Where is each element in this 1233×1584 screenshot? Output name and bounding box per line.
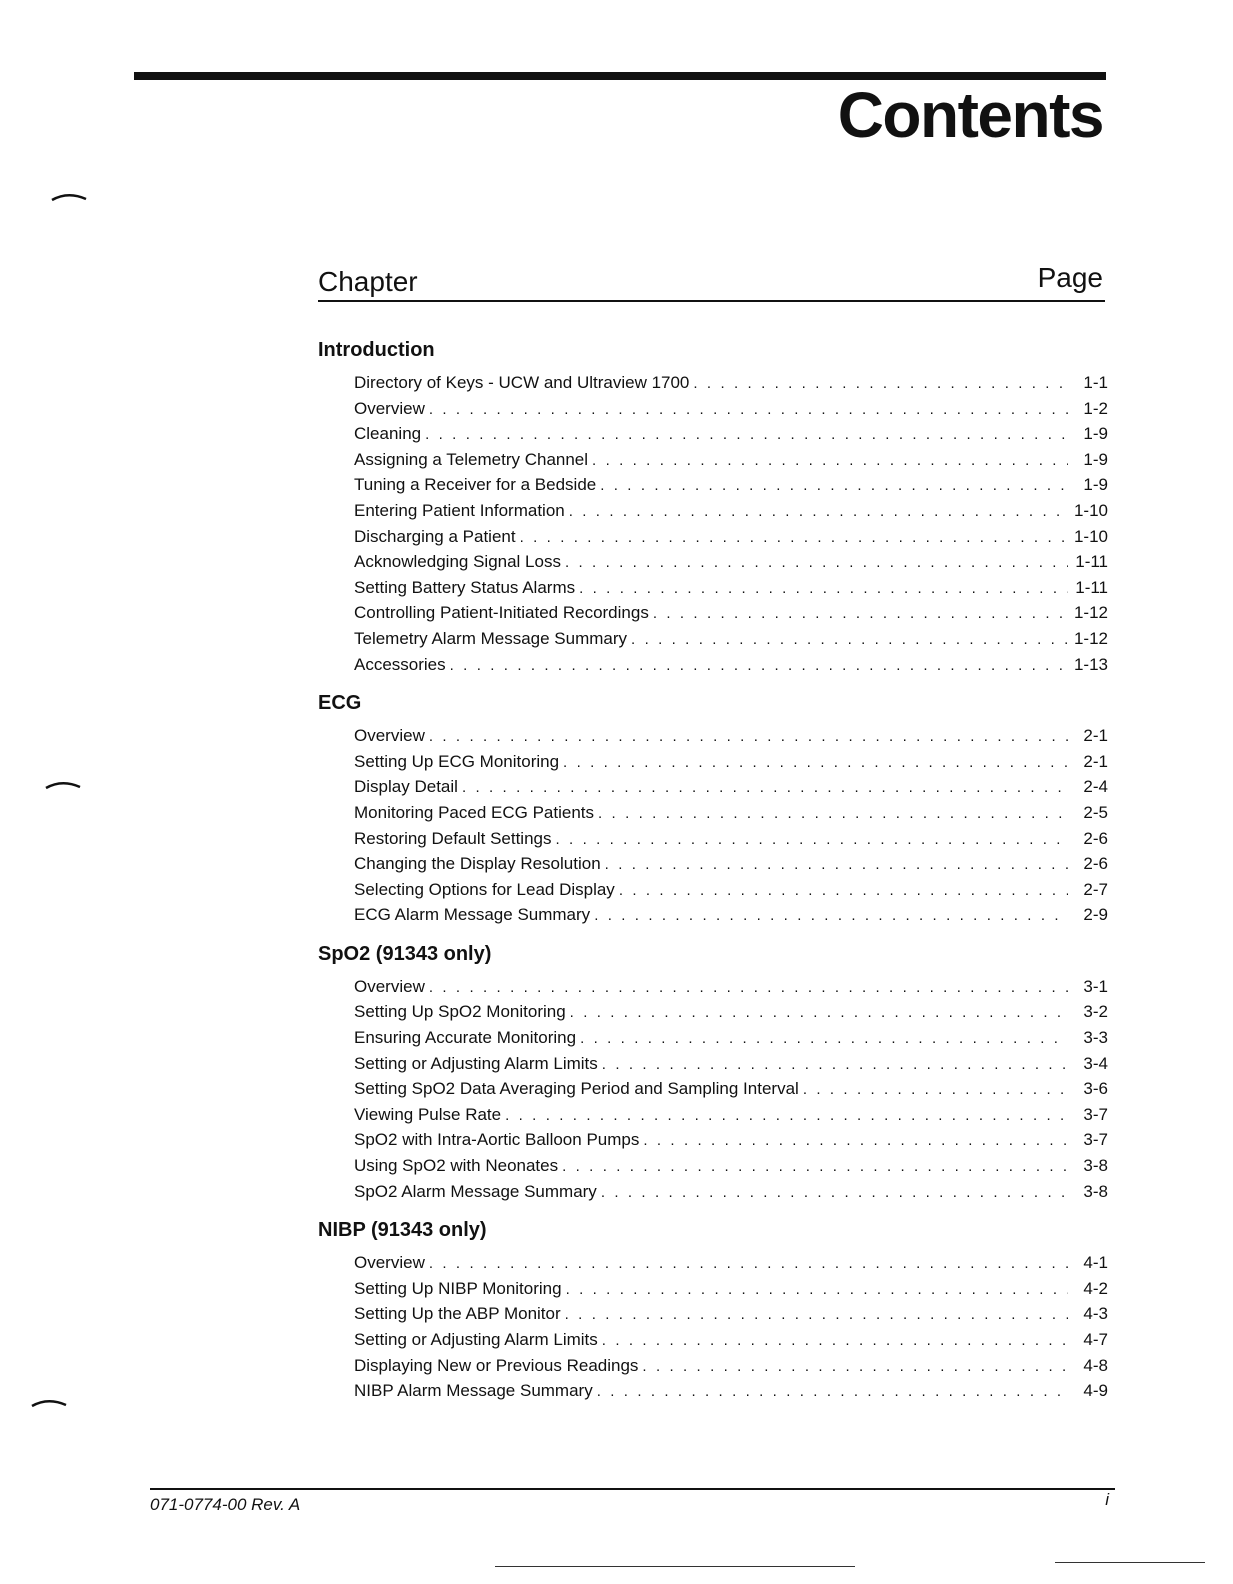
dot-leader xyxy=(602,1328,1068,1354)
dot-leader xyxy=(562,1154,1068,1180)
toc-entry-title: ECG Alarm Message Summary xyxy=(354,905,591,925)
toc-entry-page: 4-7 xyxy=(1083,1330,1108,1349)
dot-leader xyxy=(597,1379,1068,1405)
toc-entry-page: 2-1 xyxy=(1083,726,1108,746)
toc-entry-page: 3-1 xyxy=(1083,976,1108,996)
dot-leader xyxy=(520,525,1068,551)
toc-entry-page: 4-3 xyxy=(1083,1304,1108,1324)
toc-entry-page: 2-7 xyxy=(1083,879,1108,899)
toc-section xyxy=(318,330,1108,677)
toc-entry xyxy=(354,1102,1108,1128)
toc-entry-page: 1-2 xyxy=(1083,398,1108,418)
toc-entry-title: Overview xyxy=(354,1253,425,1273)
toc-entry-title: Entering Patient Information xyxy=(354,500,565,520)
section-title: NIBP (91343 only) xyxy=(318,1219,487,1242)
toc-entry-page: 4-1 xyxy=(1083,1253,1108,1273)
toc-entry-page: 1-9 xyxy=(1083,424,1108,444)
toc-entry xyxy=(354,600,1108,626)
dot-leader xyxy=(579,576,1068,602)
toc-entry-page: 3-3 xyxy=(1083,1028,1108,1048)
toc-entry-title: Directory of Keys - UCW and Ultraview 1700 xyxy=(354,373,690,392)
dot-leader xyxy=(580,1026,1068,1052)
toc-entry-title: SpO2 Alarm Message Summary xyxy=(354,1181,597,1201)
dot-leader xyxy=(565,1302,1068,1328)
dot-leader xyxy=(693,371,1068,397)
toc-entry xyxy=(354,974,1108,1000)
dot-leader xyxy=(602,1052,1068,1078)
dot-leader xyxy=(429,975,1068,1001)
toc-entry-page: 3-7 xyxy=(1083,1104,1108,1124)
dot-leader xyxy=(601,1180,1068,1206)
dot-leader xyxy=(462,775,1068,801)
toc-entry-title: Overview xyxy=(354,398,425,418)
toc-entry-title: Changing the Display Resolution xyxy=(354,854,601,874)
toc-entry xyxy=(354,749,1108,775)
dot-leader xyxy=(429,397,1068,423)
dot-leader xyxy=(505,1103,1068,1129)
toc-entry xyxy=(354,877,1108,903)
section-title: ECG xyxy=(318,692,362,715)
dot-leader xyxy=(631,627,1068,653)
toc-entry xyxy=(354,826,1108,852)
toc-entry-title: Setting Battery Status Alarms xyxy=(354,577,576,597)
toc-entry-title: Overview xyxy=(354,976,425,996)
dot-leader xyxy=(569,499,1068,525)
toc-entry-page: 3-2 xyxy=(1083,1002,1108,1022)
toc-entry-title: Setting or Adjusting Alarm Limits xyxy=(354,1330,598,1349)
toc-entry xyxy=(354,1353,1108,1379)
dot-leader xyxy=(598,801,1068,827)
toc-entry xyxy=(354,1179,1108,1205)
toc-entry xyxy=(354,851,1108,877)
toc-entry-title: NIBP Alarm Message Summary xyxy=(354,1381,593,1401)
toc-entry-page: 2-6 xyxy=(1083,854,1108,874)
toc-entry-page: 1-12 xyxy=(1073,628,1108,648)
toc-entry-page: 4-9 xyxy=(1083,1381,1108,1401)
dot-leader xyxy=(803,1077,1068,1103)
toc-entry-page: 1-11 xyxy=(1075,552,1108,572)
toc-entry-title: Accessories xyxy=(354,654,446,674)
page-number: i xyxy=(1105,1490,1109,1509)
toc-entry xyxy=(354,723,1108,749)
section-title: SpO2 (91343 only) xyxy=(318,942,492,965)
toc-entry-title: Overview xyxy=(354,726,425,746)
toc-entry-page: 3-7 xyxy=(1083,1130,1108,1150)
toc-entry xyxy=(354,1076,1108,1102)
toc-entry-page: 2-5 xyxy=(1083,802,1108,822)
toc-entry xyxy=(354,1051,1108,1077)
dot-leader xyxy=(605,852,1068,878)
toc-entry-title: Assigning a Telemetry Channel xyxy=(354,449,589,469)
toc-entry-title: Telemetry Alarm Message Summary xyxy=(354,628,628,648)
toc-entry xyxy=(354,1250,1108,1276)
toc-entry xyxy=(354,370,1108,396)
toc-entry-page: 4-2 xyxy=(1083,1278,1108,1298)
toc-entry-title: Viewing Pulse Rate xyxy=(354,1104,502,1124)
toc-entry xyxy=(354,1127,1108,1153)
toc-entry-title: Setting SpO2 Data Averaging Period and Sampling Interval xyxy=(354,1079,799,1099)
toc-entry-page: 2-4 xyxy=(1083,777,1108,797)
chapter-column-label: Chapter xyxy=(318,266,418,297)
toc-entry-title: Setting or Adjusting Alarm Limits xyxy=(354,1053,598,1073)
dot-leader xyxy=(566,1277,1068,1303)
toc-entry-title: Controlling Patient-Initiated Recordings xyxy=(354,603,649,623)
toc-entry xyxy=(354,447,1108,473)
toc-entry-page: 1-9 xyxy=(1083,449,1108,469)
toc-entry-page: 2-9 xyxy=(1083,905,1108,925)
toc-entry xyxy=(354,575,1108,601)
dot-leader xyxy=(642,1354,1068,1380)
dot-leader xyxy=(429,1251,1068,1277)
dot-leader xyxy=(619,878,1068,904)
toc-entry-title: Setting Up NIBP Monitoring xyxy=(354,1278,562,1298)
toc-entry xyxy=(354,626,1108,652)
toc-entry-page: 3-4 xyxy=(1083,1053,1108,1073)
dot-leader xyxy=(565,550,1068,576)
toc-entry xyxy=(354,902,1108,928)
dot-leader xyxy=(643,1128,1068,1154)
toc-entry xyxy=(354,1327,1108,1353)
toc-entry-page: 2-1 xyxy=(1083,751,1108,771)
toc-entry-title: Discharging a Patient xyxy=(354,526,516,546)
document-number: 071-0774-00 Rev. A xyxy=(150,1495,301,1514)
toc-entry xyxy=(354,800,1108,826)
toc-entry-title: Tuning a Receiver for a Bedside xyxy=(354,475,597,495)
toc-entry-title: SpO2 with Intra-Aortic Balloon Pumps xyxy=(354,1130,640,1150)
toc-entry-title: Setting Up ECG Monitoring xyxy=(354,751,560,771)
toc-entry xyxy=(354,774,1108,800)
toc-entry xyxy=(354,396,1108,422)
toc-entry-page: 1-1 xyxy=(1083,373,1108,392)
toc-entry-title: Acknowledging Signal Loss xyxy=(354,552,561,572)
toc-entry-page: 1-13 xyxy=(1073,654,1108,674)
table-of-contents xyxy=(318,330,1108,1410)
toc-entry-page: 3-8 xyxy=(1083,1156,1108,1176)
scan-artifact-line xyxy=(495,1566,855,1567)
dot-leader xyxy=(563,750,1068,776)
toc-entry xyxy=(354,1025,1108,1051)
toc-entry-title: Setting Up SpO2 Monitoring xyxy=(354,1002,566,1022)
toc-entry xyxy=(354,652,1108,678)
toc-entry-page: 2-6 xyxy=(1083,828,1108,848)
toc-entry-title: Monitoring Paced ECG Patients xyxy=(354,802,595,822)
toc-entry-page: 1-10 xyxy=(1073,526,1108,546)
toc-entry-title: Selecting Options for Lead Display xyxy=(354,879,615,899)
scan-artifact-line xyxy=(1055,1562,1205,1563)
toc-entry xyxy=(354,1276,1108,1302)
toc-entry xyxy=(354,498,1108,524)
dot-leader xyxy=(556,827,1069,853)
dot-leader xyxy=(653,601,1068,627)
footer-rule xyxy=(150,1488,1115,1490)
toc-entry xyxy=(354,1378,1108,1404)
toc-entry-page: 3-8 xyxy=(1083,1181,1108,1201)
toc-entry-title: Using SpO2 with Neonates xyxy=(354,1156,559,1176)
toc-entry-page: 4-8 xyxy=(1083,1355,1108,1375)
toc-entry-title: Displaying New or Previous Readings xyxy=(354,1355,639,1375)
toc-entry-page: 1-12 xyxy=(1073,603,1108,623)
binder-hole-mark xyxy=(30,1396,68,1410)
toc-entry-title: Restoring Default Settings xyxy=(354,828,552,848)
toc-entry xyxy=(354,1301,1108,1327)
toc-section xyxy=(318,1210,1108,1404)
section-title: Introduction xyxy=(318,339,435,361)
dot-leader xyxy=(594,903,1068,929)
toc-entry-title: Setting Up the ABP Monitor xyxy=(354,1304,561,1324)
page-title: Contents xyxy=(837,79,1103,151)
dot-leader xyxy=(429,724,1068,750)
toc-section xyxy=(318,683,1108,928)
toc-entry-title: Ensuring Accurate Monitoring xyxy=(354,1028,577,1048)
toc-entry xyxy=(354,421,1108,447)
dot-leader xyxy=(425,422,1068,448)
binder-hole-mark xyxy=(50,190,88,204)
dot-leader xyxy=(450,653,1068,679)
toc-entry xyxy=(354,1153,1108,1179)
toc-entry xyxy=(354,524,1108,550)
binder-hole-mark xyxy=(44,778,82,792)
toc-entry-page: 1-11 xyxy=(1075,577,1108,597)
toc-entry-title: Display Detail xyxy=(354,777,458,797)
column-header xyxy=(318,262,1105,302)
page-column-label: Page xyxy=(1037,262,1103,293)
toc-entry-page: 3-6 xyxy=(1083,1079,1108,1099)
dot-leader xyxy=(592,448,1068,474)
toc-entry xyxy=(354,999,1108,1025)
toc-entry xyxy=(354,472,1108,498)
toc-entry xyxy=(354,549,1108,575)
toc-entry-title: Cleaning xyxy=(354,424,422,444)
toc-entry-page: 1-10 xyxy=(1073,500,1108,520)
toc-section xyxy=(318,934,1108,1204)
toc-entry-page: 1-9 xyxy=(1083,475,1108,495)
dot-leader xyxy=(570,1000,1068,1026)
dot-leader xyxy=(600,473,1068,499)
